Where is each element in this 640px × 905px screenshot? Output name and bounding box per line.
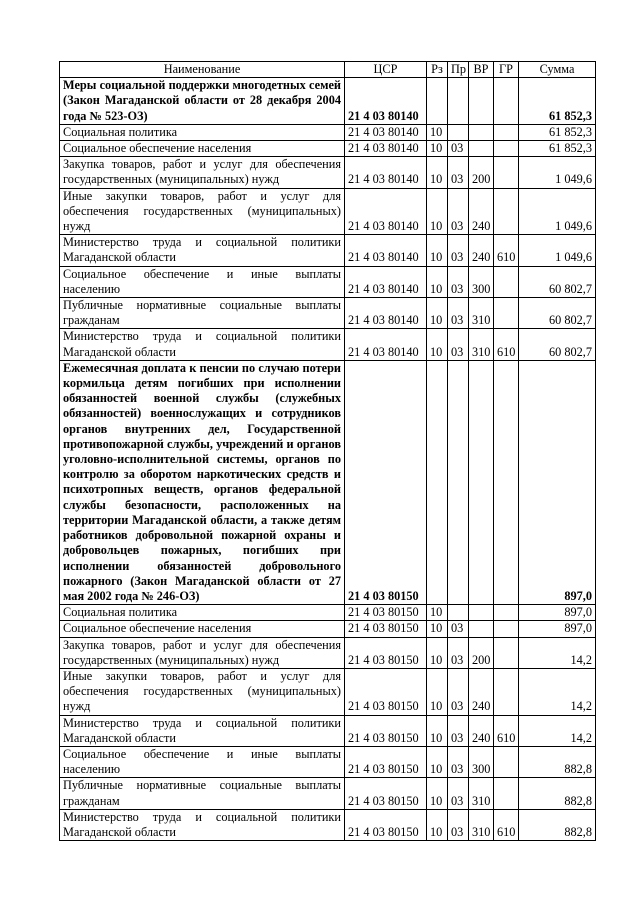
cell-vr: 310: [469, 778, 494, 809]
cell-name: Министерство труда и социальной политики Магаданской области: [60, 715, 345, 746]
cell-sum: 882,8: [519, 746, 596, 777]
cell-csr: 21 4 03 80140: [345, 298, 427, 329]
cell-csr: 21 4 03 80140: [345, 266, 427, 297]
cell-rz: 10: [427, 746, 448, 777]
cell-pr: 03: [448, 715, 469, 746]
header-gr: ГР: [494, 62, 519, 78]
cell-gr: [494, 746, 519, 777]
cell-csr: 21 4 03 80140: [345, 141, 427, 157]
table-body: [60, 78, 596, 841]
cell-sum: 882,8: [519, 809, 596, 840]
table-row: [60, 637, 596, 668]
cell-name: Министерство труда и социальной политики Магаданской области: [60, 329, 345, 360]
cell-pr: 03: [448, 235, 469, 266]
cell-gr: [494, 188, 519, 235]
table-row: [60, 668, 596, 715]
cell-rz: 10: [427, 778, 448, 809]
cell-gr: 610: [494, 715, 519, 746]
cell-vr: [469, 141, 494, 157]
cell-sum: 14,2: [519, 715, 596, 746]
cell-rz: 10: [427, 605, 448, 621]
cell-gr: 610: [494, 809, 519, 840]
table-row: [60, 746, 596, 777]
cell-rz: 10: [427, 157, 448, 188]
cell-sum: 60 802,7: [519, 298, 596, 329]
cell-csr: 21 4 03 80140: [345, 235, 427, 266]
cell-pr: 03: [448, 188, 469, 235]
cell-name: Иные закупки товаров, работ и услуг для обеспечения государственных (муниципальных) нужд: [60, 188, 345, 235]
cell-name: Социальное обеспечение населения: [60, 621, 345, 637]
cell-pr: 03: [448, 778, 469, 809]
cell-pr: 03: [448, 141, 469, 157]
cell-csr: 21 4 03 80140: [345, 157, 427, 188]
cell-rz: 10: [427, 621, 448, 637]
header-rz: Рз: [427, 62, 448, 78]
cell-vr: 300: [469, 746, 494, 777]
header-csr: ЦСР: [345, 62, 427, 78]
table-row: [60, 266, 596, 297]
cell-rz: 10: [427, 715, 448, 746]
cell-rz: 10: [427, 329, 448, 360]
cell-pr: 03: [448, 637, 469, 668]
cell-pr: 03: [448, 668, 469, 715]
cell-sum: 1 049,6: [519, 188, 596, 235]
cell-gr: [494, 124, 519, 140]
cell-name: Публичные нормативные социальные выплаты гражданам: [60, 298, 345, 329]
cell-vr: [469, 621, 494, 637]
cell-pr: 03: [448, 298, 469, 329]
table-row: [60, 78, 596, 125]
cell-gr: [494, 778, 519, 809]
cell-name: Социальная политика: [60, 124, 345, 140]
cell-csr: 21 4 03 80150: [345, 605, 427, 621]
cell-rz: 10: [427, 298, 448, 329]
cell-csr: 21 4 03 80150: [345, 360, 427, 604]
cell-csr: 21 4 03 80150: [345, 715, 427, 746]
cell-pr: [448, 124, 469, 140]
cell-vr: 240: [469, 715, 494, 746]
cell-sum: 61 852,3: [519, 141, 596, 157]
cell-sum: 882,8: [519, 778, 596, 809]
cell-pr: [448, 78, 469, 125]
cell-rz: 10: [427, 235, 448, 266]
cell-vr: 240: [469, 235, 494, 266]
cell-csr: 21 4 03 80140: [345, 124, 427, 140]
cell-name: Социальная политика: [60, 605, 345, 621]
table-row: [60, 715, 596, 746]
cell-gr: [494, 141, 519, 157]
cell-pr: 03: [448, 157, 469, 188]
cell-sum: 60 802,7: [519, 266, 596, 297]
header-sum: Сумма: [519, 62, 596, 78]
cell-pr: 03: [448, 329, 469, 360]
cell-vr: [469, 78, 494, 125]
table-row: [60, 621, 596, 637]
cell-pr: 03: [448, 266, 469, 297]
budget-table: [59, 61, 596, 841]
cell-name: Министерство труда и социальной политики Магаданской области: [60, 809, 345, 840]
cell-gr: [494, 621, 519, 637]
cell-sum: 1 049,6: [519, 235, 596, 266]
cell-rz: [427, 360, 448, 604]
cell-sum: 897,0: [519, 360, 596, 604]
cell-vr: 240: [469, 668, 494, 715]
cell-pr: 03: [448, 621, 469, 637]
cell-sum: 14,2: [519, 668, 596, 715]
table-row: [60, 778, 596, 809]
cell-gr: [494, 605, 519, 621]
cell-gr: [494, 266, 519, 297]
cell-sum: 897,0: [519, 621, 596, 637]
header-pr: Пр: [448, 62, 469, 78]
cell-gr: [494, 298, 519, 329]
cell-gr: [494, 157, 519, 188]
header-vr: ВР: [469, 62, 494, 78]
cell-vr: [469, 605, 494, 621]
table-row: [60, 360, 596, 604]
cell-csr: 21 4 03 80140: [345, 78, 427, 125]
cell-vr: 240: [469, 188, 494, 235]
header-name: Наименование: [60, 62, 345, 78]
table-header-row: [60, 62, 596, 78]
cell-vr: [469, 124, 494, 140]
table-row: [60, 329, 596, 360]
cell-vr: 300: [469, 266, 494, 297]
cell-sum: 60 802,7: [519, 329, 596, 360]
cell-name: Публичные нормативные социальные выплаты гражданам: [60, 778, 345, 809]
cell-vr: 200: [469, 157, 494, 188]
cell-rz: 10: [427, 637, 448, 668]
cell-gr: [494, 637, 519, 668]
cell-rz: 10: [427, 668, 448, 715]
cell-vr: 310: [469, 809, 494, 840]
table-row: [60, 157, 596, 188]
cell-pr: 03: [448, 809, 469, 840]
cell-sum: 897,0: [519, 605, 596, 621]
cell-name: Социальное обеспечение и иные выплаты населению: [60, 746, 345, 777]
cell-gr: 610: [494, 235, 519, 266]
table-row: [60, 124, 596, 140]
cell-name: Закупка товаров, работ и услуг для обеспечения государственных (муниципальных) нужд: [60, 157, 345, 188]
cell-name: Закупка товаров, работ и услуг для обеспечения государственных (муниципальных) нужд: [60, 637, 345, 668]
cell-vr: 310: [469, 329, 494, 360]
cell-csr: 21 4 03 80150: [345, 778, 427, 809]
cell-csr: 21 4 03 80150: [345, 746, 427, 777]
cell-rz: 10: [427, 809, 448, 840]
cell-csr: 21 4 03 80150: [345, 637, 427, 668]
cell-name: Иные закупки товаров, работ и услуг для обеспечения государственных (муниципальных) нужд: [60, 668, 345, 715]
cell-gr: [494, 360, 519, 604]
cell-vr: 310: [469, 298, 494, 329]
table-row: [60, 235, 596, 266]
cell-sum: 14,2: [519, 637, 596, 668]
cell-sum: 1 049,6: [519, 157, 596, 188]
cell-name: Меры социальной поддержки многодетных семей (Закон Магаданской области от 28 декабря 2004 года № 523-ОЗ): [60, 78, 345, 125]
cell-name: Ежемесячная доплата к пенсии по случаю потери кормильца детям погибших при исполнении обязанностей военной службы (служебных обязанностей) военнослужащих и сотрудников органов внутренних дел, Государственной противопожарной службы, учреждений и органов уголовно-исполнительной системы, органов по контролю за оборотом наркотических средств и психотропных веществ, органов федеральной службы безопасности, расположенных на территории Магаданской области, а также детям работников добровольной пожарной охраны и добровольцев пожарных, погибших при исполнении обязанностей добровольного пожарного (Закон Магаданской области от 27 мая 2002 года № 246-ОЗ): [60, 360, 345, 604]
cell-vr: 200: [469, 637, 494, 668]
cell-sum: 61 852,3: [519, 124, 596, 140]
cell-pr: [448, 360, 469, 604]
cell-vr: [469, 360, 494, 604]
cell-csr: 21 4 03 80140: [345, 188, 427, 235]
cell-csr: 21 4 03 80150: [345, 809, 427, 840]
cell-rz: 10: [427, 124, 448, 140]
table-row: [60, 188, 596, 235]
cell-gr: 610: [494, 329, 519, 360]
cell-name: Министерство труда и социальной политики Магаданской области: [60, 235, 345, 266]
cell-name: Социальное обеспечение и иные выплаты населению: [60, 266, 345, 297]
cell-rz: [427, 78, 448, 125]
table-row: [60, 605, 596, 621]
cell-rz: 10: [427, 188, 448, 235]
cell-gr: [494, 78, 519, 125]
cell-gr: [494, 668, 519, 715]
table-row: [60, 298, 596, 329]
cell-rz: 10: [427, 141, 448, 157]
cell-csr: 21 4 03 80150: [345, 621, 427, 637]
cell-rz: 10: [427, 266, 448, 297]
table-row: [60, 809, 596, 840]
cell-csr: 21 4 03 80140: [345, 329, 427, 360]
table-row: [60, 141, 596, 157]
cell-pr: 03: [448, 746, 469, 777]
cell-csr: 21 4 03 80150: [345, 668, 427, 715]
cell-sum: 61 852,3: [519, 78, 596, 125]
cell-name: Социальное обеспечение населения: [60, 141, 345, 157]
cell-pr: [448, 605, 469, 621]
